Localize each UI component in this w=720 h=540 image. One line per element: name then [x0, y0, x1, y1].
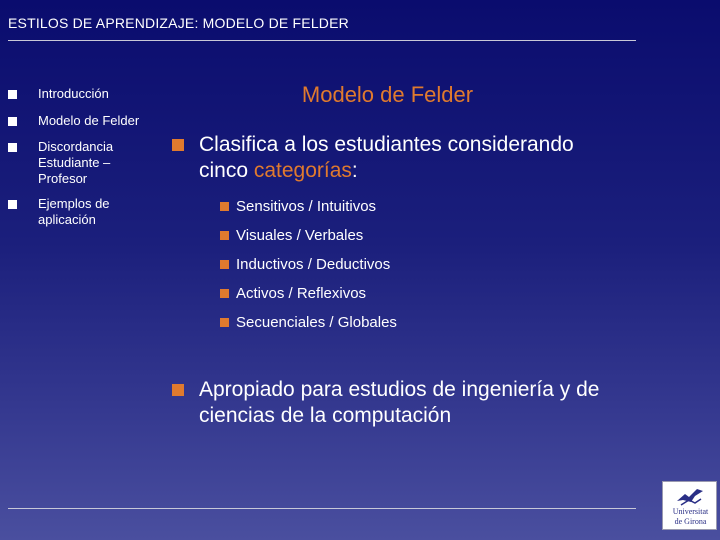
sidebar-nav [8, 86, 158, 236]
main-bullet-line-2: ciencias de la computación [199, 404, 452, 427]
nav-item-label-line-3: Profesor [38, 171, 88, 186]
nav-item-label: Introducción [38, 86, 109, 101]
category-label: Inductivos / Deductivos [236, 256, 391, 273]
square-bullet-icon [220, 260, 229, 269]
main-title: Modelo de Felder [301, 82, 474, 107]
square-bullet-icon [8, 90, 17, 99]
square-bullet-icon [220, 318, 229, 327]
square-bullet-icon [220, 289, 229, 298]
main-bullet-line-1: Apropiado para estudios de ingeniería y de [199, 378, 600, 401]
category-label: Activos / Reflexivos [236, 285, 367, 302]
nav-item-ejemplos[interactable] [8, 196, 158, 228]
list-item [220, 227, 397, 256]
main-bullet-text [172, 377, 702, 429]
category-label: Sensitivos / Intuitivos [236, 198, 377, 215]
square-bullet-icon [8, 117, 17, 126]
main-bullet-text [172, 132, 702, 184]
highlight-word: categorías [253, 159, 352, 182]
nav-item-label: Modelo de Felder [38, 113, 140, 128]
main-bullet-line-2-prefix: cinco [199, 159, 254, 182]
nav-item-introduccion[interactable] [8, 86, 158, 102]
nav-item-label-line-2: Estudiante – [38, 155, 111, 170]
header-divider [8, 40, 636, 41]
nav-item-modelo-de-felder[interactable] [8, 113, 158, 129]
logo-text-line-1: Universitat [672, 507, 709, 516]
square-bullet-icon [220, 231, 229, 240]
nav-item-label-line-1: Ejemplos de [38, 196, 110, 211]
category-label: Secuenciales / Globales [236, 314, 397, 331]
nav-item-label-line-2: aplicación [38, 212, 96, 227]
square-bullet-icon [172, 139, 184, 151]
main-bullet-apropiado [172, 377, 702, 429]
university-logo [662, 481, 717, 530]
main-bullet-clasifica [172, 132, 702, 184]
list-item [220, 256, 397, 285]
main-bullet-line-1: Clasifica a los estudiantes considerando [199, 133, 574, 156]
nav-item-discordancia[interactable] [8, 139, 158, 187]
bird-logo-icon [675, 485, 705, 507]
list-item [220, 314, 397, 343]
categories-list [220, 198, 397, 343]
slide-header-title: ESTILOS DE APRENDIZAJE: MODELO DE FELDER [8, 15, 349, 31]
category-label: Visuales / Verbales [236, 227, 364, 244]
main-bullet-line-2-suffix: : [351, 159, 358, 182]
square-bullet-icon [8, 200, 17, 209]
square-bullet-icon [220, 202, 229, 211]
square-bullet-icon [8, 143, 17, 152]
list-item [220, 285, 397, 314]
list-item [220, 198, 397, 227]
nav-item-label-line-1: Discordancia [38, 139, 114, 154]
square-bullet-icon [172, 384, 184, 396]
footer-divider [8, 508, 636, 509]
logo-text-line-2: de Girona [674, 517, 707, 526]
